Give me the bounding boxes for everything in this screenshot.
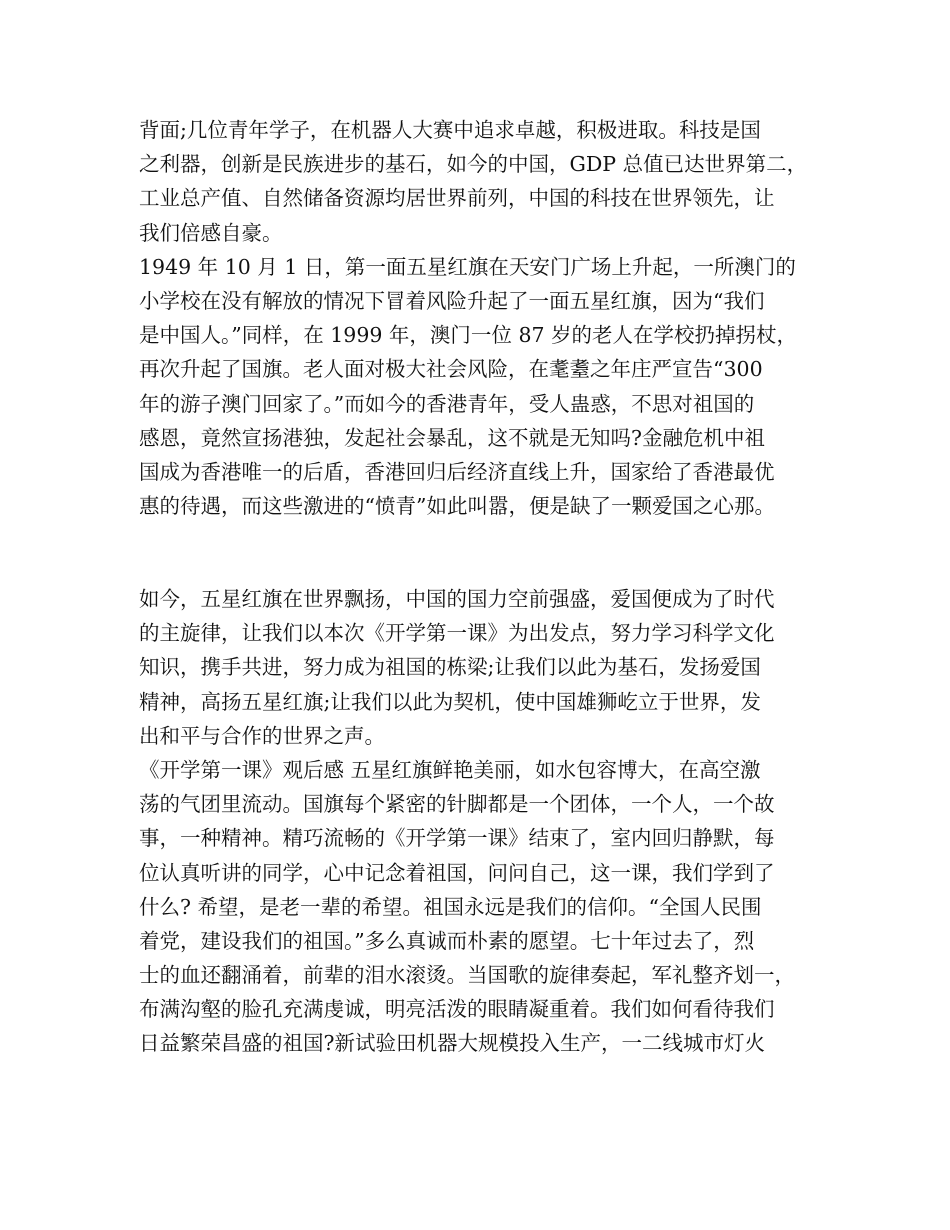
- text-line: 背面;几位青年学子，在机器人大赛中追求卓越，积极进取。科技是国: [139, 118, 761, 142]
- text-line: 《开学第一课》观后感 五星红旗鲜艳美丽，如水包容博大，在高空激: [139, 757, 761, 782]
- text-line: 布满沟壑的脸孔充满虔诚，明亮活泼的眼睛凝重着。我们如何看待我们: [139, 997, 775, 1022]
- text-line: 我们倍感自豪。: [139, 220, 283, 245]
- text-line: 什么? 希望，是老一辈的希望。祖国永远是我们的信仰。“全国人民围: [139, 894, 762, 919]
- text-line: 着党，建设我们的祖国。”多么真诚而朴素的愿望。七十年过去了，烈: [139, 928, 755, 953]
- text-line: 1949 年 10 月 1 日，第一面五星红旗在天安门广场上升起，一所澳门的: [139, 254, 796, 279]
- text-line: 之利器，创新是民族进步的基石，如今的中国，GDP 总值已达世界第二，: [139, 152, 808, 177]
- text-line: 再次升起了国旗。老人面对极大社会风险，在耄耋之年庄严宣告“300: [139, 357, 763, 382]
- text-line: 惠的待遇，而这些激进的“愤青”如此叫嚣，便是缺了一颗爱国之心那。: [139, 494, 775, 519]
- text-line: 国成为香港唯一的后盾，香港回归后经济直线上升，国家给了香港最优: [139, 459, 775, 484]
- text-line: 位认真听讲的同学，心中记念着祖国，问问自己，这一课，我们学到了: [139, 860, 775, 885]
- text-line: 日益繁荣昌盛的祖国?新试验田机器大规模投入生产，一二线城市灯火: [139, 1031, 765, 1056]
- text-line: 出和平与合作的世界之声。: [139, 723, 385, 748]
- text-line: 小学校在没有解放的情况下冒着风险升起了一面五星红旗，因为“我们: [139, 288, 765, 313]
- text-block-1: [139, 113, 819, 523]
- text-block-2: [139, 582, 819, 1061]
- text-line: 年的游子澳门回家了。”而如今的香港青年，受人蛊惑，不思对祖国的: [139, 391, 755, 416]
- text-line: 的主旋律，让我们以本次《开学第一课》为出发点，努力学习科学文化: [139, 621, 775, 646]
- text-line: 事，一种精神。精巧流畅的《开学第一课》结束了，室内回归静默，每: [139, 826, 775, 851]
- text-line: 荡的气团里流动。国旗每个紧密的针脚都是一个团体，一个人，一个故: [139, 792, 775, 817]
- text-line: 是中国人。”同样，在 1999 年，澳门一位 87 岁的老人在学校扔掉拐杖，: [139, 323, 798, 348]
- text-line: 知识，携手共进，努力成为祖国的栋梁;让我们以此为基石，发扬爱国: [139, 655, 761, 680]
- text-line: 精神，高扬五星红旗;让我们以此为契机，使中国雄狮屹立于世界，发: [139, 689, 761, 714]
- text-line: 士的血还翻涌着，前辈的泪水滚烫。当国歌的旋律奏起，军礼整齐划一，: [139, 963, 795, 988]
- text-line: 感恩，竟然宣扬港独，发起社会暴乱，这不就是无知吗?金融危机中祖: [139, 425, 765, 450]
- text-line: 工业总产值、自然储备资源均居世界前列，中国的科技在世界领先，让: [139, 186, 775, 211]
- text-line: 如今，五星红旗在世界飘扬，中国的国力空前强盛，爱国便成为了时代: [139, 587, 775, 611]
